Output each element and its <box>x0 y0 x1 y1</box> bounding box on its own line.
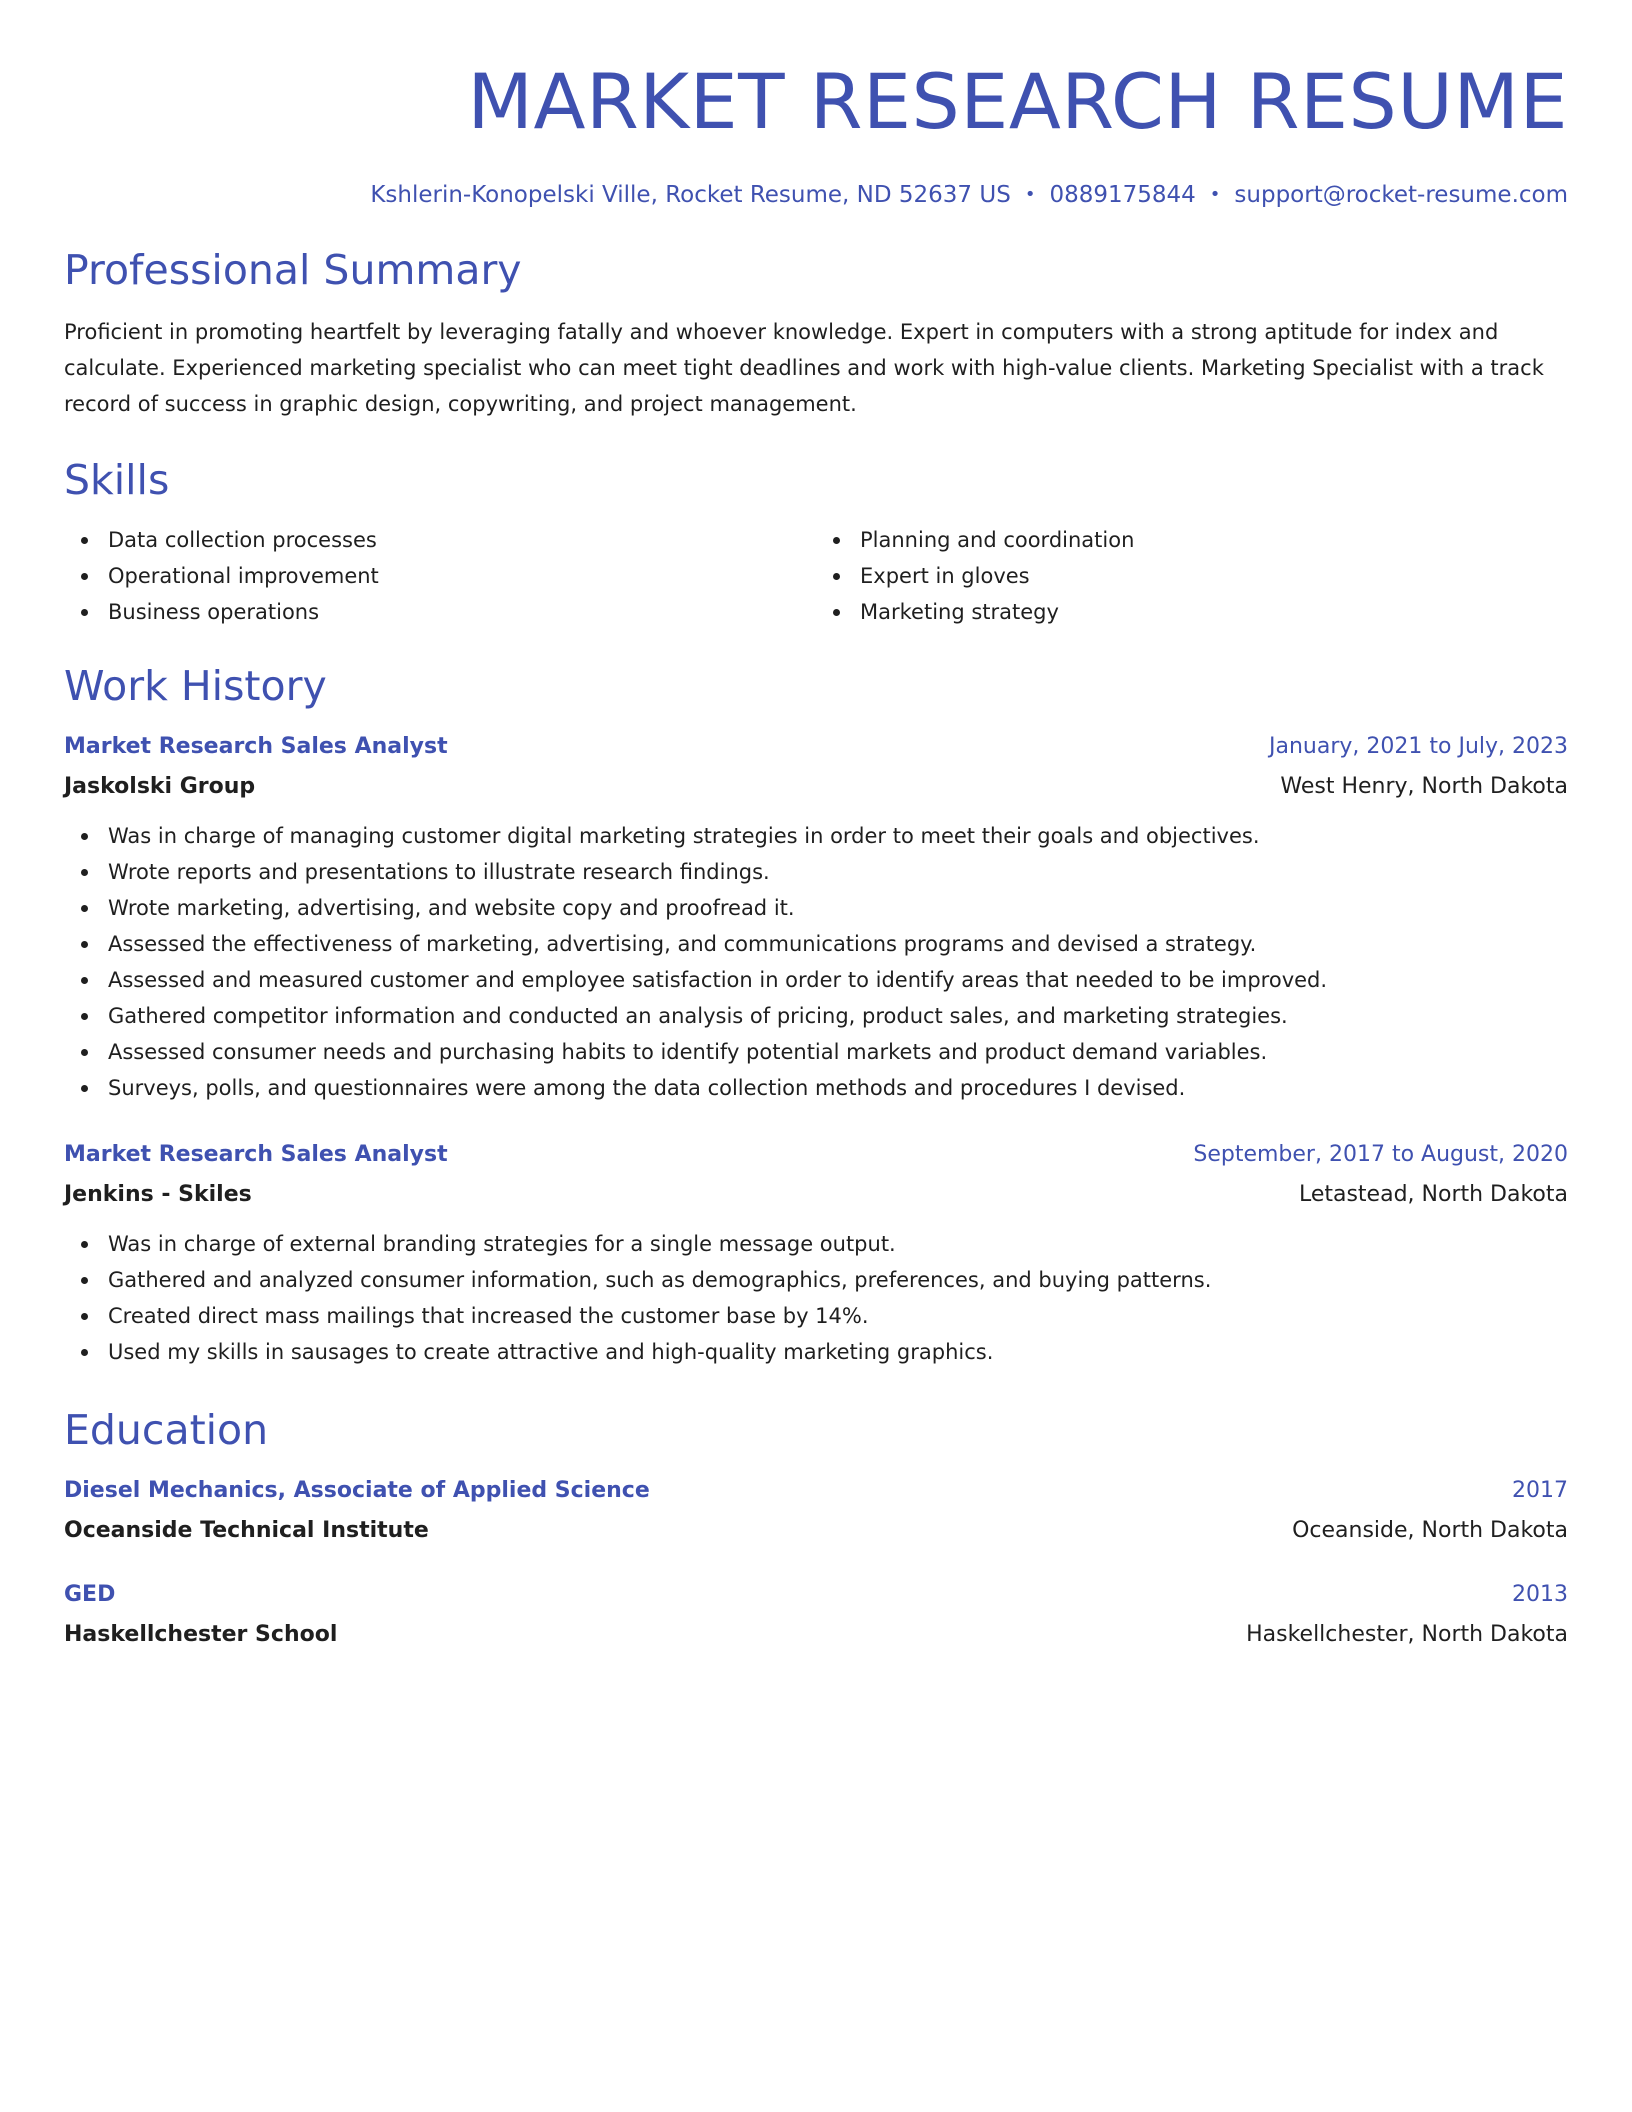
job-entry <box>64 1138 1568 1370</box>
job-bullet: Used my skills in sausages to create attractive and high-quality marketing graphics. <box>64 1334 1568 1370</box>
education-school: Haskellchester School <box>64 1622 338 1647</box>
education-header <box>64 1474 1568 1508</box>
education-subheader <box>64 1514 1568 1548</box>
skill-item: Operational improvement <box>64 558 816 594</box>
education-year: 2017 <box>1512 1478 1568 1503</box>
job-title: Market Research Sales Analyst <box>64 1142 448 1167</box>
skill-item: Data collection processes <box>64 522 816 558</box>
job-title: Market Research Sales Analyst <box>64 734 448 759</box>
job-bullet: Wrote reports and presentations to illustrate research findings. <box>64 854 1568 890</box>
education-entry <box>64 1474 1568 1548</box>
job-bullet: Assessed consumer needs and purchasing habits to identify potential markets and product demand variables. <box>64 1034 1568 1070</box>
job-bullet: Was in charge of external branding strategies for a single message output. <box>64 1226 1568 1262</box>
work-history-section <box>64 658 1568 1370</box>
job-entry <box>64 730 1568 1106</box>
contact-separator: • <box>1024 184 1036 205</box>
education-degree: Diesel Mechanics, Associate of Applied Science <box>64 1478 650 1503</box>
job-bullets <box>64 1226 1568 1370</box>
summary-section <box>64 242 1568 422</box>
resume-header <box>64 52 1568 212</box>
skill-item: Business operations <box>64 594 816 630</box>
skill-item: Marketing strategy <box>816 594 1568 630</box>
contact-email[interactable]: support@rocket-resume.com <box>1234 182 1568 208</box>
job-bullet: Wrote marketing, advertising, and website copy and proofread it. <box>64 890 1568 926</box>
contact-separator: • <box>1209 184 1221 205</box>
skill-item: Expert in gloves <box>816 558 1568 594</box>
education-subheader <box>64 1618 1568 1652</box>
education-degree: GED <box>64 1582 116 1607</box>
job-bullet: Assessed and measured customer and employee satisfaction in order to identify areas that needed to be improved. <box>64 962 1568 998</box>
skills-list-right <box>816 522 1568 630</box>
section-title-work-history: Work History <box>64 662 327 710</box>
job-location: West Henry, North Dakota <box>1280 774 1568 799</box>
contact-phone: 0889175844 <box>1049 182 1196 208</box>
education-section <box>64 1402 1568 1652</box>
skills-grid <box>64 522 1568 630</box>
education-entry <box>64 1578 1568 1652</box>
job-header <box>64 1138 1568 1172</box>
skill-item: Planning and coordination <box>816 522 1568 558</box>
job-company: Jaskolski Group <box>64 774 256 799</box>
skills-section <box>64 452 1568 630</box>
section-title-skills: Skills <box>64 456 170 504</box>
summary-text: Proficient in promoting heartfelt by leveraging fatally and whoever knowledge. Expert in computers with a strong aptitude for index and calculate. Experienced marketing specialist who can meet tight deadlines and work with high-value clients. Marketing Specialist with a track record of success in graphic design, copywriting, and project management. <box>64 320 1544 416</box>
job-dates: January, 2021 to July, 2023 <box>1269 734 1568 759</box>
job-subheader <box>64 1178 1568 1212</box>
job-header <box>64 730 1568 764</box>
job-bullet: Assessed the effectiveness of marketing, advertising, and communications programs and devised a strategy. <box>64 926 1568 962</box>
job-location: Letastead, North Dakota <box>1298 1182 1568 1207</box>
job-bullets <box>64 818 1568 1106</box>
contact-address: Kshlerin-Konopelski Ville, Rocket Resume, ND 52637 US <box>370 182 1011 208</box>
education-location: Oceanside, North Dakota <box>1292 1518 1568 1543</box>
skills-list-left <box>64 522 816 630</box>
job-dates: September, 2017 to August, 2020 <box>1193 1142 1568 1167</box>
job-subheader <box>64 770 1568 804</box>
section-title-education: Education <box>64 1406 269 1454</box>
job-bullet: Created direct mass mailings that increased the customer base by 14%. <box>64 1298 1568 1334</box>
education-location: Haskellchester, North Dakota <box>1246 1622 1568 1647</box>
education-header <box>64 1578 1568 1612</box>
job-bullet: Gathered and analyzed consumer information, such as demographics, preferences, and buying patterns. <box>64 1262 1568 1298</box>
contact-line <box>64 178 1568 212</box>
education-school: Oceanside Technical Institute <box>64 1518 429 1543</box>
resume-name: MARKET RESEARCH RESUME <box>467 57 1568 146</box>
job-bullet: Gathered competitor information and conducted an analysis of pricing, product sales, and marketing strategies. <box>64 998 1568 1034</box>
section-title-summary: Professional Summary <box>64 246 522 294</box>
job-company: Jenkins - Skiles <box>64 1182 252 1207</box>
education-year: 2013 <box>1512 1582 1568 1607</box>
job-bullet: Surveys, polls, and questionnaires were among the data collection methods and procedures I devised. <box>64 1070 1568 1106</box>
job-bullet: Was in charge of managing customer digital marketing strategies in order to meet their goals and objectives. <box>64 818 1568 854</box>
